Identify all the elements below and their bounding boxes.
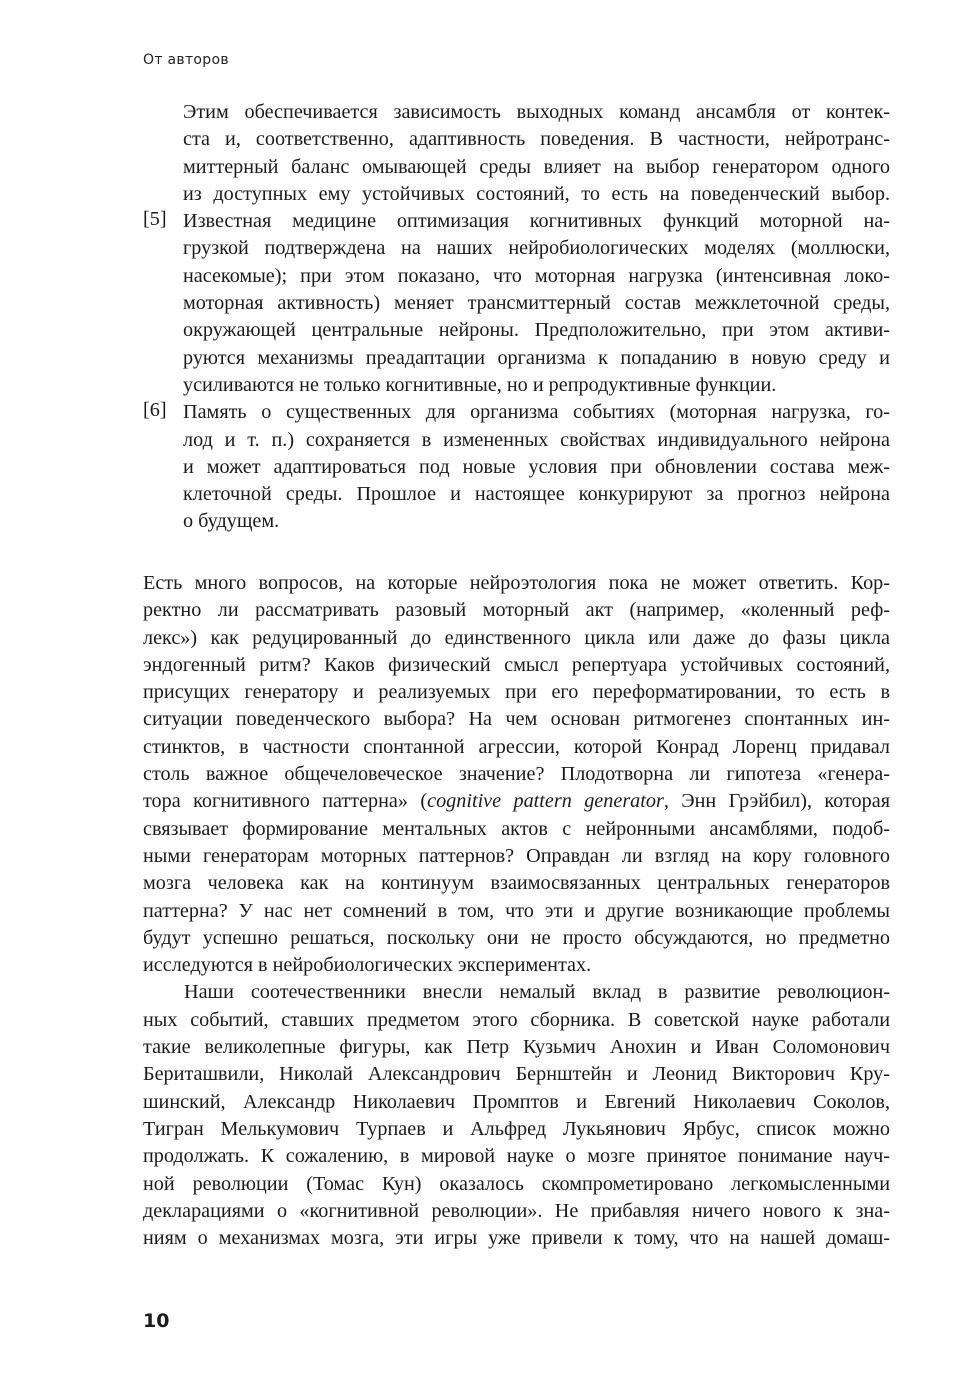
text-line: ситуации поведенческого выбора? На чем основан ритмогенез спонтанных ин- (143, 708, 890, 731)
text-line: стинктов, в частности спонтанной агрессии, которой Конрад Лоренц придавал (143, 735, 890, 758)
text-line: Известная медицине оптимизация когнитивных функций моторной на- (183, 210, 890, 233)
text-line: Бериташвили, Николай Александрович Бернштейн и Леонид Викторович Кру- (143, 1063, 890, 1086)
text-line: декларациями о «когнитивной революции». Не прибавляя ничего нового к зна- (143, 1199, 890, 1222)
note-marker: [6] (143, 399, 167, 422)
note-6 (143, 399, 890, 535)
text-line: окружающей центральные нейроны. Предположительно, при этом активи- (183, 319, 890, 342)
italic-term: cognitive pattern generator (427, 790, 664, 813)
text-line: ректно ли рассматривать разовый моторный акт (например, «коленный реф- (143, 599, 890, 622)
text-line: из доступных ему устойчивых состояний, то есть на поведенческий выбор. (183, 182, 890, 205)
text-line: ста и, соответственно, адаптивность поведения. В частности, нейротранс- (183, 128, 890, 151)
text-line: о будущем. (183, 510, 280, 533)
text-line: моторная активность) меняет трансмиттерный состав межклеточной среды, (183, 292, 890, 315)
text-line: лекс») как редуцированный до единственного цикла или даже до фазы цикла (143, 626, 890, 649)
text-line: продолжать. К сожалению, в мировой науке о мозге принятое понимание науч- (143, 1145, 890, 1168)
text-line: руются механизмы преадаптации организма к попаданию в новую среду и (183, 346, 890, 369)
note-marker: [5] (143, 208, 167, 231)
text-line: тора когнитивного паттерна» (cognitive pattern generator, Энн Грэйбил), которая (143, 790, 890, 813)
text-line: Тигран Мелькумович Турпаев и Альфред Лукьянович Ярбус, список можно (143, 1117, 890, 1140)
text-line: ными генераторам моторных паттернов? Оправдан ли взгляд на кору головного (143, 844, 890, 867)
text-line: ной революции (Томас Кун) оказалось скомпрометировано легкомысленными (143, 1172, 890, 1195)
text-line: и может адаптироваться под новые условия при обновлении состава меж- (183, 455, 890, 478)
text-line: Наши соотечественники внесли немалый вклад в развитие революцион- (184, 981, 890, 1004)
text-line: миттерный баланс омывающей среды влияет на выбор генератором одного (183, 155, 890, 178)
text-line: столь важное общечеловеческое значение? Плодотворна ли гипотеза «генера- (143, 763, 890, 786)
text-line: мозга человека как на континуум взаимосвязанных центральных генераторов (143, 872, 890, 895)
text-line: такие великолепные фигуры, как Петр Кузьмич Анохин и Иван Соломонович (143, 1036, 890, 1059)
text-line: паттерна? У нас нет сомнений в том, что эти и другие возникающие проблемы (143, 899, 890, 922)
text-line: лод и т. п.) сохраняется в измененных свойствах индивидуального нейрона (183, 428, 890, 451)
text-line: ных событий, ставших предметом этого сборника. В советской науке работали (143, 1008, 890, 1031)
text-line: эндогенный ритм? Каков физический смысл репертуара устойчивых состояний, (143, 653, 890, 676)
text-line: исследуются в нейробиологических экспериментах. (143, 954, 592, 977)
continued-note (143, 99, 890, 536)
text-line: шинский, Александр Николаевич Промптов и Евгений Николаевич Соколов, (143, 1090, 890, 1113)
paragraph-1 (143, 570, 890, 1252)
text-line: Память о существенных для организма событиях (моторная нагрузка, го- (183, 401, 890, 424)
text-line: ниям о механизмах мозга, эти игры уже привели к тому, что на нашей домаш- (143, 1227, 890, 1250)
text-line: Есть много вопросов, на которые нейроэтология пока не может ответить. Кор- (143, 572, 890, 594)
page-number: 10 (143, 1310, 170, 1332)
text-line: будут успешно решаться, поскольку они не просто обсуждаются, но предметно (143, 926, 890, 949)
text-line: грузкой подтверждена на наших нейробиологических моделях (моллюски, (183, 237, 890, 260)
text-line: связывает формирование ментальных актов с нейронными ансамблями, подоб- (143, 817, 890, 840)
note-5 (143, 208, 890, 399)
running-head: От авторов (143, 52, 229, 68)
text-line: Этим обеспечивается зависимость выходных команд ансамбля от контек- (183, 101, 890, 123)
text-line: клеточной среды. Прошлое и настоящее конкурируют за прогноз нейрона (183, 483, 890, 506)
text-line: насекомые); при этом показано, что моторная нагрузка (интенсивная локо- (183, 264, 890, 287)
text-line: усиливаются не только когнитивные, но и репродуктивные функции. (183, 373, 777, 396)
paragraph-2 (143, 979, 890, 1252)
text-line: присущих генератору и реализуемых при его переформатировании, то есть в (143, 681, 890, 704)
